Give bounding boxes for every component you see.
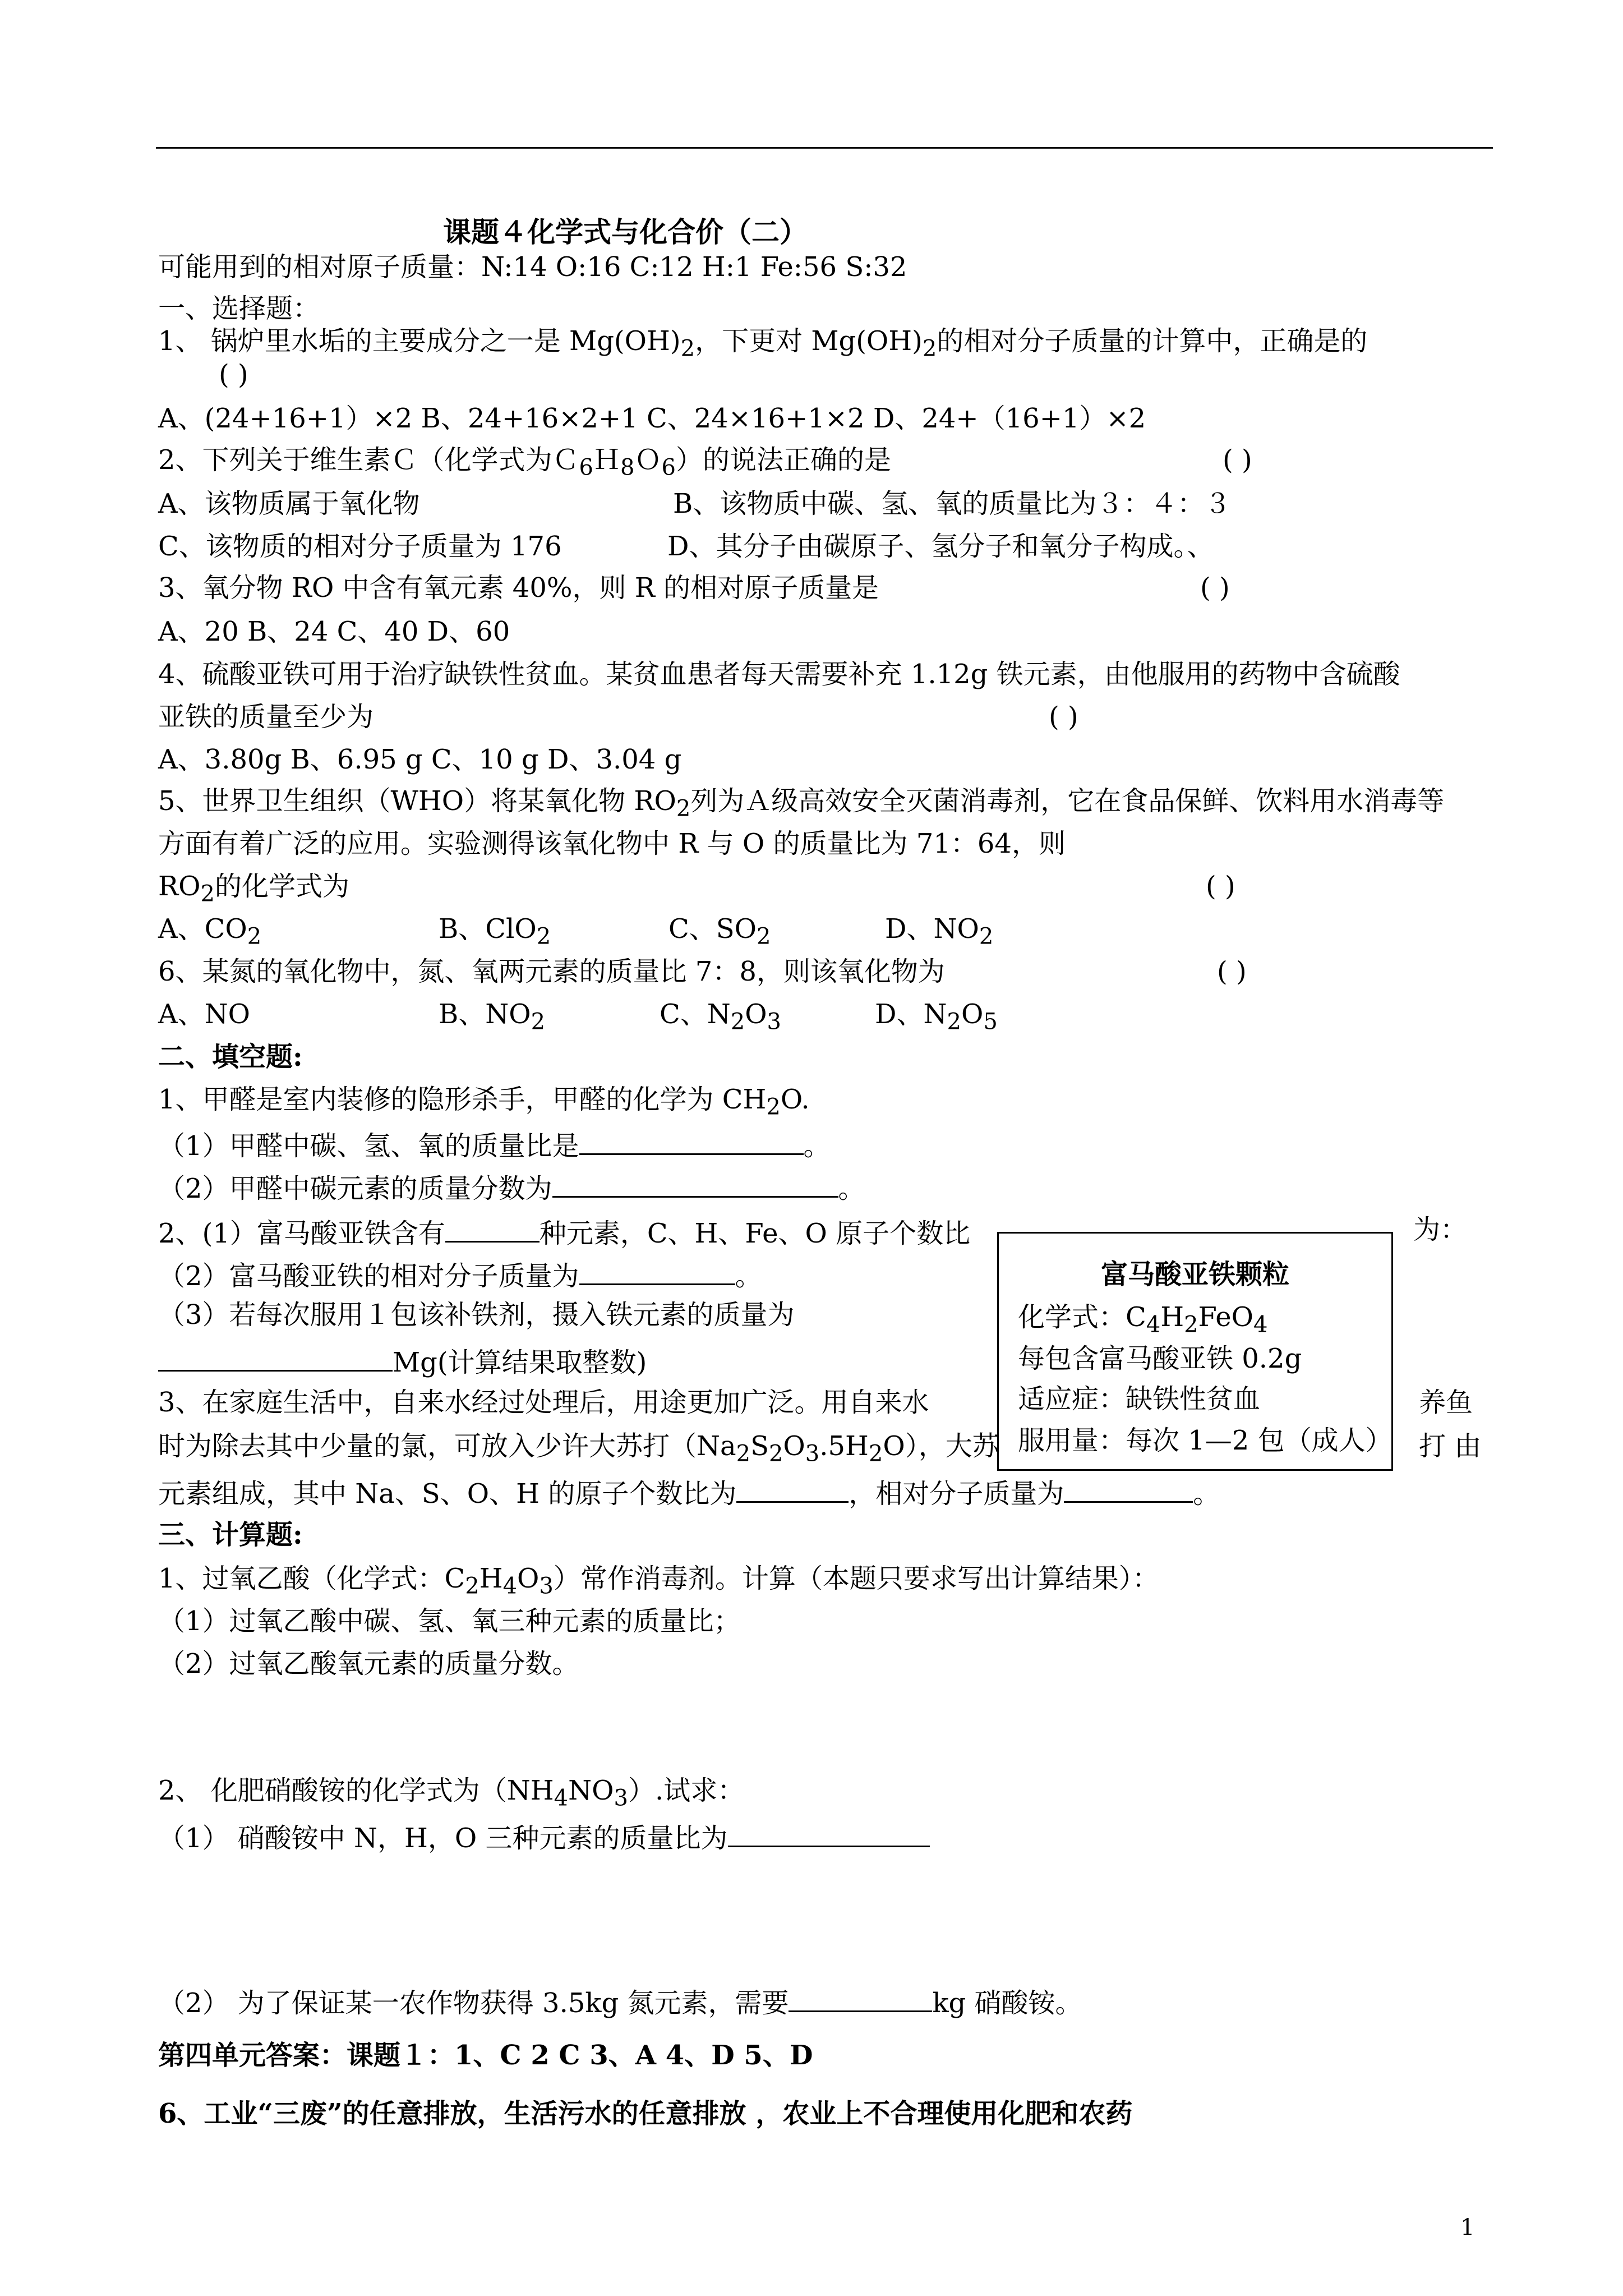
option-a: A、$CO_2$ [158,913,262,950]
question-2-3-line3: 元素组成，其中 Na、S、O、H 的原子个数比为 ，相对分子质量为 。 [158,1476,1220,1507]
info-box-indication: 适应症：缺铁性贫血 [1018,1383,1261,1415]
option-d: D、$NO_2$ [885,913,994,950]
answer-blank[interactable] [445,1216,540,1243]
question-1-4-line1: 4、硫酸亚铁可用于治疗缺铁性贫血。某贫血患者每天需要补充 1.12g 铁元素，由他服用的药物中含硫酸 [158,659,1400,690]
option-a: A、NO [158,999,251,1030]
answer-blank[interactable] [1064,1476,1193,1503]
question-2-3-line1-right: 养鱼 [1419,1387,1473,1418]
option-c: C、$N_2O_3$ [660,999,781,1035]
option-b: B、ClO$_2$ [439,913,551,950]
section-heading-fill: 二、填空题: [158,1041,303,1073]
option-c: C、$SO_2$ [668,913,771,950]
answer-paren: ( ) [219,359,248,390]
question-3-2-sub1: （1） 硝酸铵中 N，H，O 三种元素的质量比为 [158,1821,930,1852]
info-box-usage: 服用量：每次 1—2 包（成人） [1018,1425,1393,1456]
option-b: B、$NO_2$ [439,999,546,1035]
question-2-1-sub2: （2）甲醛中碳元素的质量分数为 。 [158,1171,865,1202]
info-box-dose-content: 每包含富马酸亚铁 0.2g [1018,1343,1302,1374]
question-3-1-sub1: （1）过氧乙酸中碳、氢、氧三种元素的质量比； [158,1605,741,1637]
question-3-1-sub2: （2）过氧乙酸氧元素的质量分数。 [158,1648,579,1680]
answer-blank[interactable] [579,1259,735,1285]
answer-paren: ( ) [1206,871,1235,902]
answer-blank[interactable] [789,1986,932,2012]
answers-line-2: 6、工业“三废”的任意排放，生活污水的任意排放 ，农业上不合理使用化肥和农药 [158,2098,1133,2129]
option-d: D、其分子由碳原子、氢分子和氧分子构成。、 [667,531,1214,562]
answer-paren: ( ) [1217,956,1247,987]
question-1-5-line1: 5、世界卫生组织（WHO）将某氧化物 $RO_2$列为Ａ级高效安全灭菌消毒剂，它在食品保鲜、饮料用水消毒等 [158,785,1445,822]
question-3-2-sub2: （2） 为了保证某一农作物获得 3.5kg 氮元素，需要 kg 硝酸铵。 [158,1986,1082,2017]
question-1-6: 6、某氮的氧化物中，氮、氧两元素的质量比 7：8，则该氧化物为 [158,956,945,987]
question-1-5-line3: $RO_2$的化学式为 [158,871,349,907]
question-1-4-line2: 亚铁的质量至少为 [158,701,374,733]
section-heading-calc: 三、计算题: [158,1519,303,1550]
question-2-3-line2: 时为除去其中少量的氯，可放入少许大苏打$(Na_2S_2O_3.5H_2O)$，大苏 [158,1430,999,1467]
question-1-4-options: A、3.80g B、6.95 g C、10 g D、3.04 g [158,744,682,775]
answer-paren: ( ) [1200,572,1230,604]
option-d: D、$N_2O_5$ [875,999,998,1035]
question-2-2-sub1: 2、(1）富马酸亚铁含有 种元素，C、H、Fe、O 原子个数比 [158,1216,970,1247]
answer-blank[interactable] [728,1821,930,1847]
question-2-3-line2-right: 打 由 [1419,1430,1482,1462]
question-2-1-sub1: （1）甲醛中碳、氢、氧的质量比是 。 [158,1129,831,1159]
page-title: 课题４化学式与化合价（二） [443,215,808,249]
question-3-1: 1、过氧乙酸（化学式：$C_2H_4O_3$）常作消毒剂。计算（本题只要求写出计算结果）： [158,1563,1159,1599]
answer-blank[interactable] [736,1476,849,1503]
question-2-3-line1: 3、在家庭生活中，自来水经过处理后，用途更加广泛。用自来水 [158,1387,929,1418]
ferrous-fumarate-info-box [997,1232,1393,1471]
page-number: 1 [1460,2215,1475,2240]
relative-atomic-mass-line: 可能用到的相对原子质量：N:14 O:16 C:12 H:1 Fe:56 S:32 [158,251,907,283]
option-b: B、该物质中碳、氢、氧的质量比为３：４：３ [673,488,1232,519]
answer-blank[interactable] [552,1171,838,1198]
question-1-3: 3、氧分物 RO 中含有氧元素 40%，则 R 的相对原子质量是 [158,572,879,604]
question-2-2-sub2: （2）富马酸亚铁的相对分子质量为 。 [158,1259,762,1290]
answer-paren: ( ) [1049,701,1078,733]
question-3-2: 2、 化肥硝酸铵的化学式为$(NH_4NO_3)$.试求： [158,1775,745,1811]
answers-line-1: 第四单元答案：课题１：1、C 2 C 3、A 4、D 5、D [158,2040,813,2071]
answer-blank[interactable] [579,1129,804,1155]
answer-paren: ( ) [1223,444,1252,476]
question-1-2: 2、下列关于维生素Ｃ（化学式为Ｃ$_6$Ｈ$_8$Ｏ$_6$）的说法正确的是 [158,444,891,481]
question-2-2-sub3b: Mg(计算结果取整数) [158,1345,647,1376]
question-2-1: 1、甲醛是室内装修的隐形杀手，甲醛的化学为 $CH_2O$. [158,1084,810,1120]
info-box-title: 富马酸亚铁颗粒 [1100,1259,1289,1290]
info-box-formula: 化学式：$C_4H_2FeO_4$ [1018,1301,1268,1338]
section-heading-choice: 一、选择题： [158,293,320,324]
question-1-3-options: A、20 B、24 C、40 D、60 [158,616,510,647]
option-c: C、该物质的相对分子质量为 176 [158,531,562,562]
header-rule [156,147,1493,149]
question-1-1-options: A、(24+16+1）×2 B、24+16×2+1 C、24×16+1×2 D、24+（16+1）×2 [158,403,1146,434]
question-2-2-sub1-end: 为： [1413,1214,1468,1245]
option-a: A、该物质属于氧化物 [158,488,420,519]
question-1-1: 1、 锅炉里水垢的主要成分之一是 $Mg(OH)_2$，下更对 $Mg(OH)_2$的相对分子质量的计算中，正确是的 [158,325,1368,362]
question-2-2-sub3: （3）若每次服用１包该补铁剂，摄入铁元素的质量为 [158,1299,795,1331]
question-1-5-line2: 方面有着广泛的应用。实验测得该氧化物中 R 与 O 的质量比为 71：64，则 [158,828,1066,859]
answer-blank[interactable] [158,1345,393,1372]
